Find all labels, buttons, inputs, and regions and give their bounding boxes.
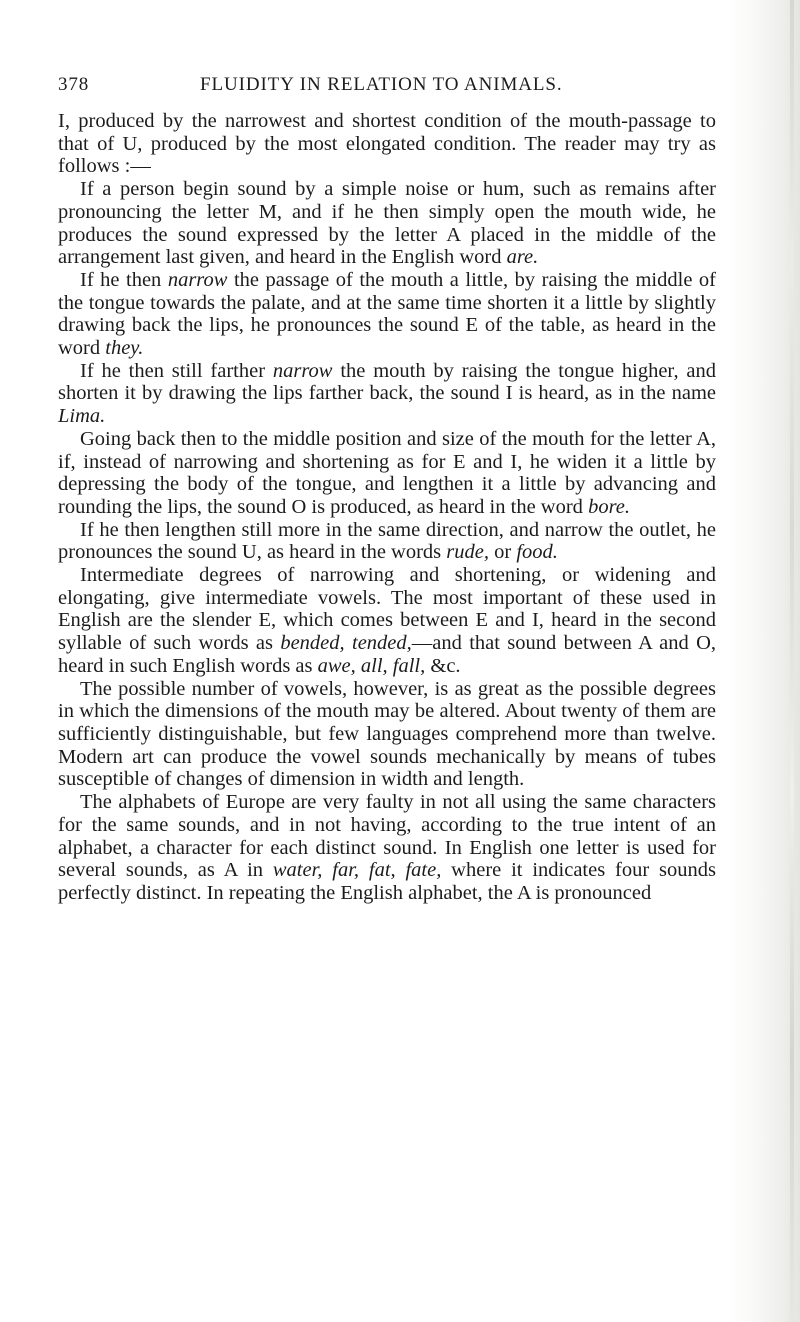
paragraph-1 [58,110,716,178]
running-head [58,74,716,100]
italic-text: are. [506,246,539,269]
paragraph-text: If he then [80,268,168,291]
paragraph-2 [58,178,716,269]
italic-text: food. [516,541,558,564]
italic-text: they. [105,337,144,360]
body-text [58,110,716,905]
page-number: 378 [58,74,90,95]
paragraph-text: &c. [425,654,461,677]
italic-text: narrow [167,268,228,291]
paragraph-text: Intermediate degrees of narrowing and shortening, or widening and elongating, give intermediate vowels. The most important of these used in English are the slender E, which comes between E and I, heard in the second syllable of such words as [58,564,716,655]
paragraph-text: I, produced by the narrowest and shortest condition of the mouth-passage to that of U, produced by the most elongated condition. The reader may try as follows :— [58,110,716,178]
paragraph-text: The alphabets of Europe are very faulty in not all using the same characters for the same sounds, and in not having, according to the true intent of an alphabet, a character for each distinct sound. In English one letter is used for several sounds, as A in [58,791,716,882]
paragraph-text: where it indicates four sounds perfectly distinct. In repeating the English alphabet, the A is pronounced [58,859,716,904]
paragraph-5 [58,428,716,519]
paragraph-text: the mouth by raising the tongue higher, and shorten it by drawing the lips farther back, the sound I is heard, as in the name [58,359,717,405]
italic-text: narrow [272,359,333,382]
paragraph-text: If he then lengthen still more in the same direction, and narrow the outlet, he pronounces the sound U, as heard in the words [58,518,716,564]
italic-text: water, far, fat, fate, [272,859,442,882]
paragraph-text: If he then still farther [80,359,273,382]
running-title: FLUIDITY IN RELATION TO ANIMALS. [200,74,563,95]
paragraph-text: the passage of the mouth a little, by raising the middle of the tongue towards the palate, and at the same time shorten it a little by slightly drawing back the lips, he pronounces the sound E of the table, as heard in the word [58,268,717,360]
italic-text: rude, [446,541,489,564]
paragraph-text: The possible number of vowels, however, is as great as the possible degrees in which the dimensions of the mouth may be altered. About twenty of them are sufficiently distinguishable, but few languages comprehend more than twelve. Modern art can produce the vowel sounds mechanically by means of tubes susceptible of changes of dimension in width and length. [58,677,716,791]
paragraph-text: —and that sound between A and O, heard in such English words as [58,632,717,677]
italic-text: bended, tended, [280,632,412,655]
italic-text: bore. [588,495,631,518]
paragraph-6 [58,519,716,564]
paragraph-3 [58,269,716,360]
page-edge-shadow [790,0,794,1322]
italic-text: Lima. [58,405,106,428]
paragraph-8 [58,678,716,792]
paragraph-text: or [488,541,517,564]
paragraph-9 [58,791,716,905]
paragraph-text: Going back then to the middle position and size of the mouth for the letter A, if, instead of narrowing and shortening as for E and I, he widen it a little by depressing the body of the tongue, and lengthen it a little by advancing and rounding the lips, the sound O is produced, as heard in the word [58,427,716,518]
paragraph-7 [58,564,716,678]
paragraph-text: If a person begin sound by a simple noise or hum, such as remains after pronouncing the letter M, and if he then simply open the mouth wide, he produces the sound expressed by the letter A placed in the middle of the arrangement last given, and heard in the English word [58,178,716,269]
paragraph-4 [58,360,716,428]
italic-text: awe, all, fall, [317,654,426,677]
